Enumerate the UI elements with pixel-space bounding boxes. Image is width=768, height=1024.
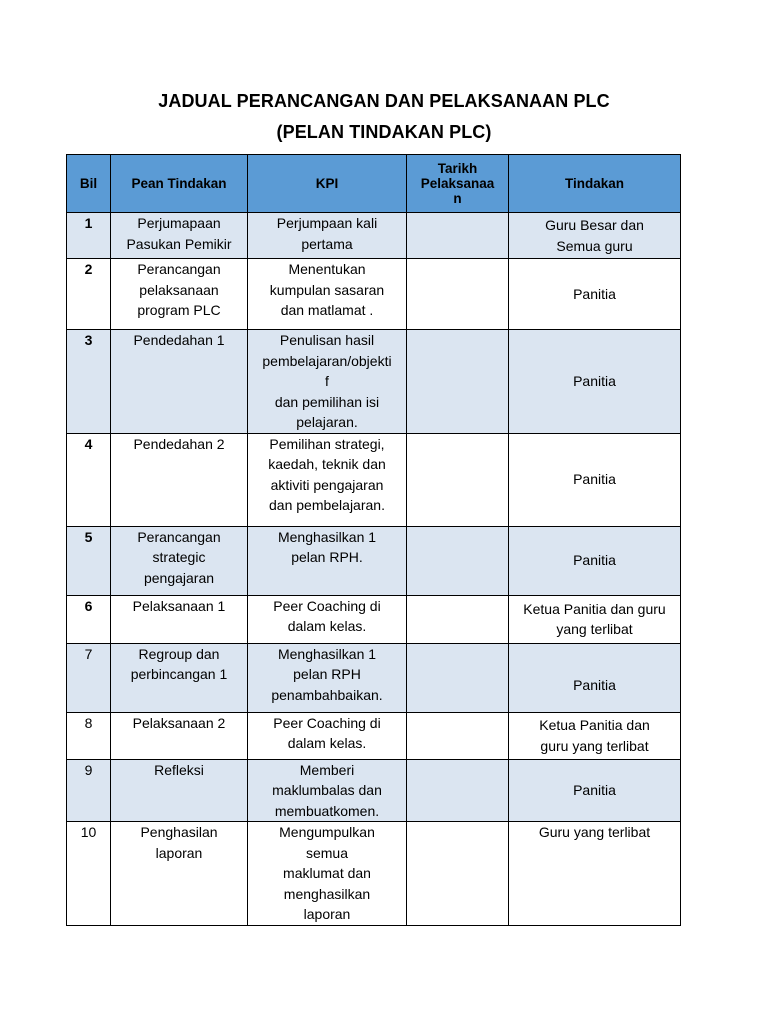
cell-tindakan (509, 822, 681, 926)
cell-tindakan-text: Panitia (573, 782, 616, 798)
cell-bil: 9 (67, 759, 111, 822)
cell-tindakan (509, 759, 681, 822)
table-row (67, 643, 681, 712)
plan-table (66, 154, 681, 926)
cell-kpi-text: Pemilihan strategi, kaedah, teknik dan aktiviti pengajaran dan pembelajaran. (268, 435, 386, 513)
cell-tindakan-text: Panitia (573, 471, 616, 488)
cell-tindakan-text: Panitia (573, 552, 616, 569)
cell-pean (111, 643, 248, 712)
cell-bil: 1 (67, 213, 111, 259)
cell-tarikh (407, 259, 509, 330)
cell-pean (111, 712, 248, 759)
cell-tindakan-text: Panitia (573, 285, 616, 302)
cell-tindakan-text: Ketua Panitia dan guru yang terlibat (539, 717, 650, 754)
cell-kpi (248, 433, 407, 526)
cell-pean (111, 213, 248, 259)
cell-kpi (248, 259, 407, 330)
document-subtitle: (PELAN TINDAKAN PLC) (276, 122, 492, 142)
cell-tindakan (509, 330, 681, 434)
cell-pean (111, 330, 248, 434)
table-header-row (67, 155, 681, 213)
header-tindakan: Tindakan (509, 155, 681, 213)
cell-tarikh (407, 213, 509, 259)
cell-pean-text: Penghasilan laporan (140, 824, 218, 861)
cell-tindakan (509, 526, 681, 595)
cell-tarikh (407, 822, 509, 926)
cell-tindakan (509, 595, 681, 643)
cell-kpi-text: Mengumpulkan semua maklumat dan menghasilkan laporan (279, 824, 375, 922)
table-row (67, 759, 681, 822)
cell-pean (111, 259, 248, 330)
cell-tindakan-text: Panitia (573, 677, 616, 694)
cell-bil: 10 (67, 822, 111, 926)
cell-pean-text: Pendedahan 2 (133, 435, 225, 452)
header-bil: Bil (67, 155, 111, 213)
cell-tindakan (509, 643, 681, 712)
table-row (67, 526, 681, 595)
header-tarikh (407, 155, 509, 213)
cell-pean-text: Perjumapaan Pasukan Pemikir (126, 215, 232, 252)
cell-tindakan (509, 213, 681, 259)
cell-pean-text: Pendedahan 1 (133, 332, 225, 348)
cell-tindakan (509, 259, 681, 330)
cell-kpi (248, 330, 407, 434)
header-tarikh-label: Tarikh Pelaksanaa n (420, 161, 495, 206)
table-row (67, 433, 681, 526)
cell-kpi-text: Menentukan kumpulan sasaran dan matlamat . (269, 261, 385, 318)
cell-tindakan-text: Guru yang terlibat (538, 824, 651, 840)
cell-kpi-text: Memberi maklumbalas dan membuatkomen. (272, 761, 382, 819)
cell-kpi (248, 822, 407, 926)
cell-pean-text: Pelaksanaan 1 (132, 597, 226, 614)
cell-bil: 7 (67, 643, 111, 712)
table-row (67, 330, 681, 434)
table-row (67, 822, 681, 926)
cell-kpi-text: Perjumpaan kali pertama (276, 215, 378, 252)
table-row (67, 712, 681, 759)
cell-kpi (248, 712, 407, 759)
table-row (67, 213, 681, 259)
cell-tarikh (407, 595, 509, 643)
cell-bil: 4 (67, 433, 111, 526)
cell-tindakan (509, 712, 681, 759)
cell-bil: 6 (67, 595, 111, 643)
cell-tarikh (407, 712, 509, 759)
cell-kpi-text: Peer Coaching di dalam kelas. (273, 714, 381, 751)
table-row (67, 595, 681, 643)
cell-pean (111, 526, 248, 595)
cell-kpi-text: Menghasilkan 1 pelan RPH. (277, 528, 377, 565)
cell-tarikh (407, 433, 509, 526)
cell-pean (111, 759, 248, 822)
cell-tindakan (509, 433, 681, 526)
header-kpi: KPI (248, 155, 407, 213)
cell-kpi (248, 595, 407, 643)
cell-kpi-text: Peer Coaching di dalam kelas. (273, 597, 381, 634)
cell-tindakan-text: Guru Besar dan Semua guru (545, 217, 644, 254)
cell-kpi (248, 213, 407, 259)
header-pean-tindakan: Pean Tindakan (111, 155, 248, 213)
document-title: JADUAL PERANCANGAN DAN PELAKSANAAN PLC (158, 91, 610, 111)
cell-pean-text: Perancangan strategic pengajaran (137, 528, 221, 586)
cell-tarikh (407, 330, 509, 434)
cell-pean (111, 433, 248, 526)
cell-pean-text: Regroup dan perbincangan 1 (130, 645, 228, 682)
cell-pean-text: Perancangan pelaksanaan program PLC (137, 261, 221, 318)
cell-kpi (248, 759, 407, 822)
cell-bil: 8 (67, 712, 111, 759)
cell-pean-text: Pelaksanaan 2 (132, 714, 226, 731)
cell-tarikh (407, 759, 509, 822)
cell-tindakan-text: Panitia (573, 373, 616, 389)
table-row (67, 259, 681, 330)
cell-kpi-text: Menghasilkan 1 pelan RPH penambahbaikan. (271, 645, 383, 703)
cell-bil: 5 (67, 526, 111, 595)
cell-kpi (248, 643, 407, 712)
cell-pean-text: Refleksi (154, 761, 204, 778)
cell-tarikh (407, 643, 509, 712)
cell-pean (111, 822, 248, 926)
cell-kpi-text: Penulisan hasil pembelajaran/objekti f dan pemilihan isi pelajaran. (262, 332, 392, 430)
cell-kpi (248, 526, 407, 595)
cell-pean (111, 595, 248, 643)
cell-bil: 2 (67, 259, 111, 330)
cell-bil: 3 (67, 330, 111, 434)
cell-tindakan-text: Ketua Panitia dan guru yang terlibat (523, 600, 666, 637)
cell-tarikh (407, 526, 509, 595)
